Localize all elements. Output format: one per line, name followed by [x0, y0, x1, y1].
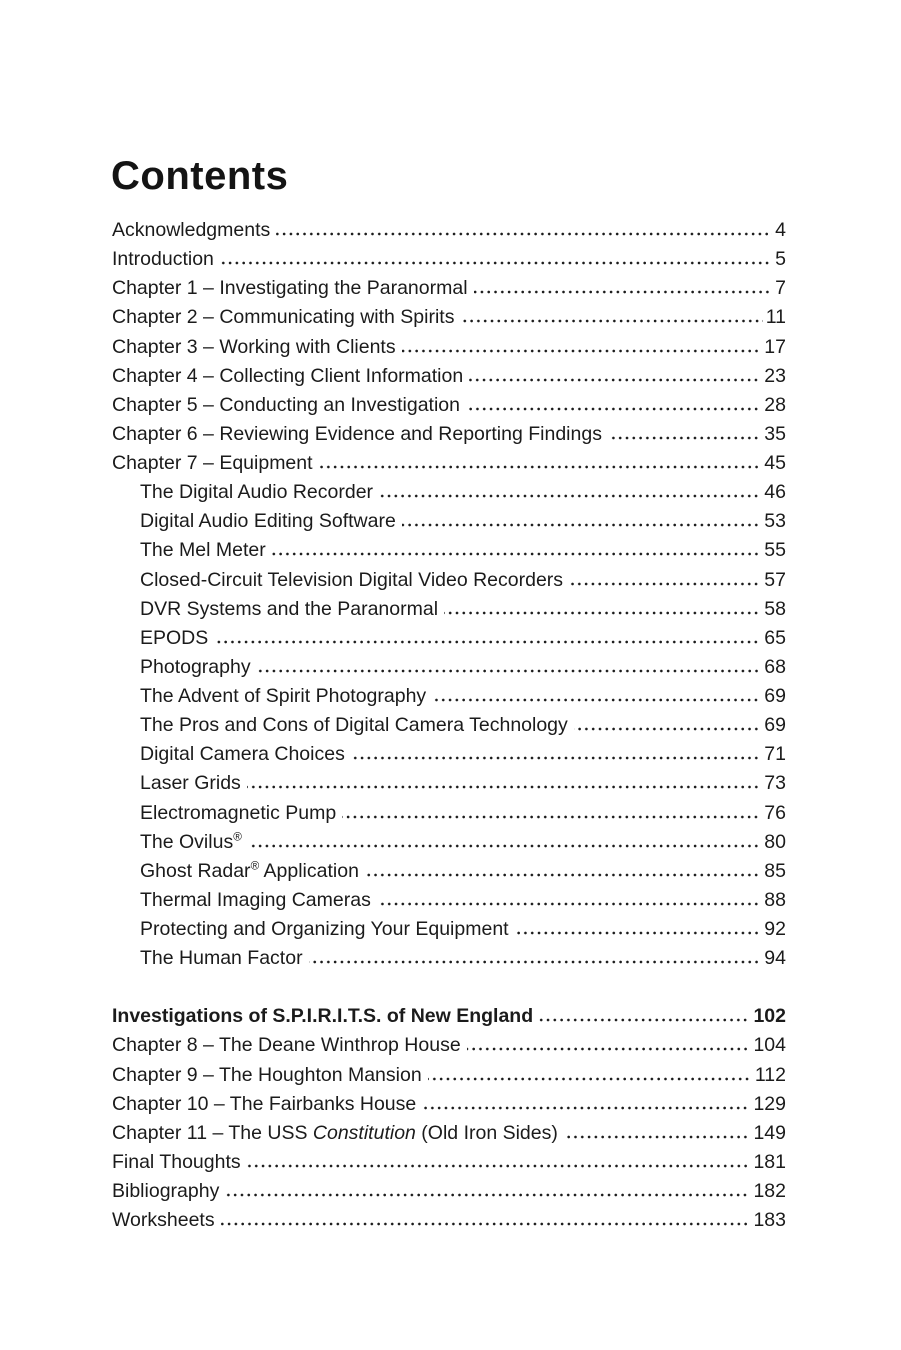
toc-entry — [112, 1002, 786, 1031]
toc-entry-page-number: 92 — [764, 918, 786, 940]
dot-leader — [351, 756, 761, 760]
toc-entry — [112, 536, 786, 565]
toc-entry-page-number: 11 — [765, 306, 786, 329]
toc-entry-label: Chapter 4 – Collecting Client Information — [112, 364, 464, 387]
toc-entry-label: Protecting and Organizing Your Equipment — [140, 918, 509, 940]
toc-entry-page-number: 69 — [764, 714, 786, 737]
toc-entry — [112, 333, 786, 362]
toc-entry-label: Electromagnetic Pump — [140, 801, 337, 824]
dot-leader — [469, 378, 761, 382]
toc-entry — [112, 799, 786, 828]
toc-entry-label: Worksheets — [112, 1209, 215, 1232]
dot-leader — [608, 436, 761, 440]
dot-leader — [515, 931, 762, 935]
toc-entry — [112, 274, 786, 303]
dot-leader — [466, 407, 761, 411]
registered-trademark-symbol: ® — [233, 830, 242, 844]
dot-leader — [569, 582, 761, 586]
toc-entry-page-number: 112 — [754, 1063, 786, 1086]
dot-leader — [460, 319, 762, 323]
toc-entry — [112, 216, 786, 245]
toc-entry-page-number: 76 — [764, 801, 786, 824]
toc-entry-label: Chapter 2 – Communicating with Spirits — [112, 306, 455, 329]
toc-entry-label: Chapter 1 – Investigating the Paranormal — [112, 277, 468, 300]
toc-entry — [112, 245, 786, 274]
dot-leader — [539, 1018, 750, 1022]
dot-leader — [225, 1193, 750, 1197]
toc-entry-page-number: 182 — [753, 1180, 786, 1203]
dot-leader — [432, 698, 761, 702]
toc-entry-page-number: 46 — [764, 481, 786, 504]
toc-entry — [112, 391, 786, 420]
toc-entry-page-number: 45 — [764, 452, 786, 474]
toc-entry-page-number: 104 — [753, 1034, 786, 1057]
toc-entry-label: Bibliography — [112, 1180, 220, 1203]
toc-entry — [112, 624, 786, 653]
toc-entry-page-number: 71 — [764, 743, 786, 766]
toc-entry-label: Introduction — [112, 248, 214, 271]
toc-entry-label: Laser Grids — [140, 772, 241, 795]
toc-entry-page-number: 35 — [764, 422, 786, 445]
toc-entry-label: Chapter 6 – Reviewing Evidence and Reporting Findings — [112, 422, 602, 445]
toc-entry-page-number: 183 — [753, 1209, 786, 1232]
dot-leader — [247, 1164, 751, 1168]
toc-entry-page-number: 55 — [764, 539, 786, 562]
dot-leader — [467, 1047, 751, 1051]
toc-entry-label: The Ovilus® — [140, 830, 242, 853]
toc-entry-page-number: 28 — [764, 393, 786, 416]
toc-entry-page-number: 4 — [775, 219, 786, 241]
toc-entry-label: Chapter 3 – Working with Clients — [112, 335, 396, 358]
toc-entry — [112, 1031, 786, 1060]
dot-leader — [379, 494, 761, 498]
toc-entry — [112, 711, 786, 740]
dot-leader — [220, 261, 772, 265]
toc-entry — [112, 1119, 786, 1148]
toc-entry-label: The Digital Audio Recorder — [140, 481, 374, 504]
toc-entry-label: Chapter 11 – The USS Constitution (Old Iron Sides) — [112, 1121, 558, 1144]
toc-entry-page-number: 23 — [764, 364, 786, 387]
dot-leader — [221, 1222, 751, 1226]
toc-entry — [112, 740, 786, 769]
toc-entry — [112, 1206, 786, 1235]
toc-entry-page-number: 80 — [764, 830, 786, 853]
dot-leader — [428, 1077, 752, 1081]
toc-entry-page-number: 73 — [764, 772, 786, 795]
toc-entry-label: Digital Audio Editing Software — [140, 510, 396, 533]
toc-entry-page-number: 53 — [764, 510, 786, 533]
dot-leader — [377, 902, 761, 906]
dot-leader — [257, 669, 762, 673]
toc-entry-label: Chapter 8 – The Deane Winthrop House — [112, 1034, 461, 1057]
toc-entry-page-number: 58 — [764, 597, 786, 620]
dot-leader — [319, 465, 762, 469]
toc-entry-page-number: 65 — [764, 626, 786, 649]
toc-entry-label: Chapter 5 – Conducting an Investigation — [112, 393, 460, 416]
toc-entry — [112, 478, 786, 507]
registered-trademark-symbol: ® — [250, 859, 260, 873]
toc-entry-page-number: 129 — [753, 1092, 786, 1115]
toc-entry-page-number: 181 — [753, 1150, 786, 1173]
toc-entry-label: The Advent of Spirit Photography — [140, 685, 427, 707]
dot-leader — [564, 1135, 751, 1139]
dot-leader — [574, 727, 762, 731]
toc-entry — [112, 507, 786, 536]
toc-entry-label: Thermal Imaging Cameras — [140, 888, 371, 911]
dot-leader — [402, 349, 762, 353]
dot-leader — [272, 552, 762, 556]
toc-entry — [112, 595, 786, 624]
toc-entry-label: EPODS — [140, 626, 209, 649]
toc-entry-label: The Human Factor — [140, 947, 303, 970]
toc-entry — [112, 566, 786, 595]
toc-entry — [112, 362, 786, 391]
toc-entry-label: Final Thoughts — [112, 1150, 241, 1173]
dot-leader — [422, 1106, 750, 1110]
toc-entry — [112, 1177, 786, 1206]
toc-entry-page-number: 94 — [764, 947, 786, 970]
dot-leader — [474, 290, 773, 294]
page-title: Contents — [111, 154, 289, 198]
italic-text: Constitution — [312, 1121, 416, 1144]
toc-entry-label: Chapter 7 – Equipment — [112, 452, 313, 474]
toc-entry — [112, 886, 786, 915]
toc-entry-page-number: 85 — [764, 859, 786, 882]
toc-entry-label: The Pros and Cons of Digital Camera Technology — [140, 714, 568, 737]
toc-entry-page-number: 68 — [764, 655, 786, 678]
dot-leader — [402, 523, 761, 527]
toc-entry — [112, 303, 786, 332]
dot-leader — [342, 815, 761, 819]
toc-entry-page-number: 88 — [764, 888, 786, 911]
toc-entry-page-number: 57 — [764, 568, 786, 591]
dot-leader — [309, 960, 762, 964]
toc-entry-page-number: 69 — [764, 685, 786, 707]
toc-entry-label: Chapter 10 – The Fairbanks House — [112, 1092, 417, 1115]
dot-leader — [444, 611, 761, 615]
dot-leader — [214, 640, 761, 644]
toc-entry — [112, 857, 786, 886]
toc-entry-label: Chapter 9 – The Houghton Mansion — [112, 1063, 422, 1086]
toc-entry — [112, 682, 786, 711]
toc-entry — [112, 1090, 786, 1119]
toc-entry — [112, 1148, 786, 1177]
toc-entry-page-number: 102 — [753, 1005, 786, 1028]
dot-leader — [365, 873, 761, 877]
toc-entry-label: Photography — [140, 655, 251, 678]
dot-leader — [248, 844, 761, 848]
toc-entry-page-number: 149 — [753, 1121, 786, 1144]
toc-entry — [112, 944, 786, 973]
toc-entry — [112, 915, 786, 944]
toc-entry — [112, 1061, 786, 1090]
toc-entry-label: Closed-Circuit Television Digital Video Recorders — [140, 568, 564, 591]
toc-entry-page-number: 5 — [775, 248, 786, 271]
toc-entry-label: Digital Camera Choices — [140, 743, 345, 766]
toc-entry-label: Investigations of S.P.I.R.I.T.S. of New England — [112, 1005, 534, 1028]
toc-entry-label: DVR Systems and the Paranormal — [140, 597, 439, 620]
dot-leader — [247, 785, 762, 789]
toc-entry — [112, 420, 786, 449]
toc-entry — [112, 653, 786, 682]
toc-list — [112, 216, 786, 1235]
toc-entry-page-number: 17 — [764, 335, 786, 358]
toc-entry-label: Acknowledgments — [112, 219, 271, 241]
toc-entry-page-number: 7 — [775, 277, 786, 300]
toc-entry-label: Ghost Radar® Application — [140, 859, 359, 882]
toc-entry — [112, 828, 786, 857]
dot-leader — [276, 232, 772, 236]
toc-entry-label: The Mel Meter — [140, 539, 266, 562]
toc-entry — [112, 449, 786, 478]
toc-entry — [112, 769, 786, 798]
